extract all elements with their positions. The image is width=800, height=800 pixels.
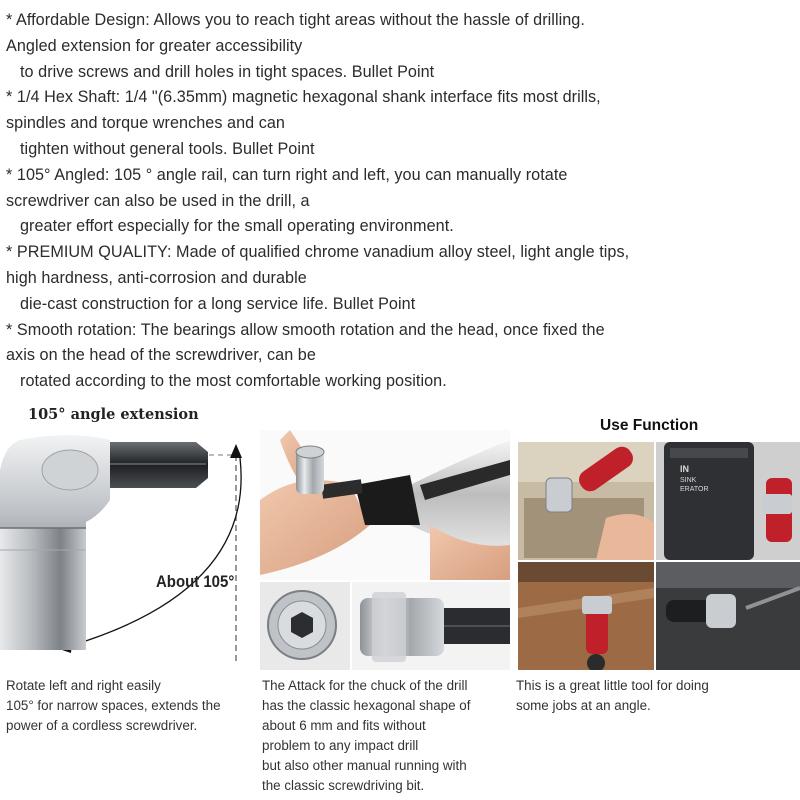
desc-line: axis on the head of the screwdriver, can be [6, 346, 316, 365]
angle-extension-caption [6, 676, 221, 736]
angle-extension-title: 105° angle extension [28, 406, 199, 423]
angle-extension-image [0, 400, 255, 665]
desc-line: die-cast construction for a long service life. Bullet Point [20, 294, 416, 313]
desc-line: spindles and torque wrenches and can [6, 114, 285, 133]
caption-line: but also other manual running with [262, 758, 467, 773]
caption-line: some jobs at an angle. [516, 698, 651, 713]
use-function-collage [516, 408, 800, 670]
use-function-caption [516, 676, 709, 716]
caption-line: power of a cordless screwdriver. [6, 718, 198, 733]
about-angle-label: About 105° [156, 572, 235, 591]
chuck-photo-collage [260, 430, 510, 670]
arrow-up-icon [230, 444, 242, 458]
desc-line: * Smooth rotation: The bearings allow smooth rotation and the head, once fixed the [6, 320, 605, 339]
desc-line: to drive screws and drill holes in tight spaces. Bullet Point [20, 62, 435, 81]
appliance-brand-text: IN [680, 464, 689, 474]
caption-line: This is a great little tool for doing [516, 678, 709, 693]
desc-line: high hardness, anti-corrosion and durable [6, 268, 307, 287]
svg-text:ERATOR: ERATOR [680, 486, 709, 493]
red-drill [586, 608, 608, 654]
product-description [6, 8, 796, 395]
use-function-title: Use Function [600, 417, 699, 434]
desc-line: * Affordable Design: Allows you to reach tight areas without the hassle of drilling. [6, 11, 585, 29]
angle-extension-illustration [0, 400, 255, 665]
caption-line: Rotate left and right easily [6, 678, 161, 693]
caption-line: has the classic hexagonal shape of [262, 698, 471, 713]
caption-line: the classic screwdriving bit. [262, 778, 425, 793]
caption-line: about 6 mm and fits without [262, 718, 426, 733]
svg-text:SINK: SINK [680, 477, 697, 484]
socket-cylinder [0, 528, 86, 650]
desc-line: Angled extension for greater accessibility [6, 36, 303, 55]
caption-line: problem to any impact drill [262, 738, 419, 753]
desc-line: rotated according to the most comfortable working position. [20, 372, 447, 391]
hex-shank [100, 442, 208, 488]
chuck-caption [262, 676, 470, 796]
desc-line: greater effort especially for the small operating environment. [20, 217, 454, 236]
caption-line: The Attack for the chuck of the drill [262, 678, 468, 693]
desc-line: * PREMIUM QUALITY: Made of qualified chrome vanadium alloy steel, light angle tips, [6, 243, 630, 262]
desc-line: * 1/4 Hex Shaft: 1/4 "(6.35mm) magnetic hexagonal shank interface fits most drills, [6, 88, 601, 107]
caption-line: 105° for narrow spaces, extends the [6, 698, 221, 713]
desc-line: * 105° Angled: 105 ° angle rail, can turn right and left, you can manually rotate [6, 165, 568, 184]
desc-line: tighten without general tools. Bullet Point [20, 139, 315, 158]
desc-line: screwdriver can also be used in the drill, a [6, 191, 310, 210]
